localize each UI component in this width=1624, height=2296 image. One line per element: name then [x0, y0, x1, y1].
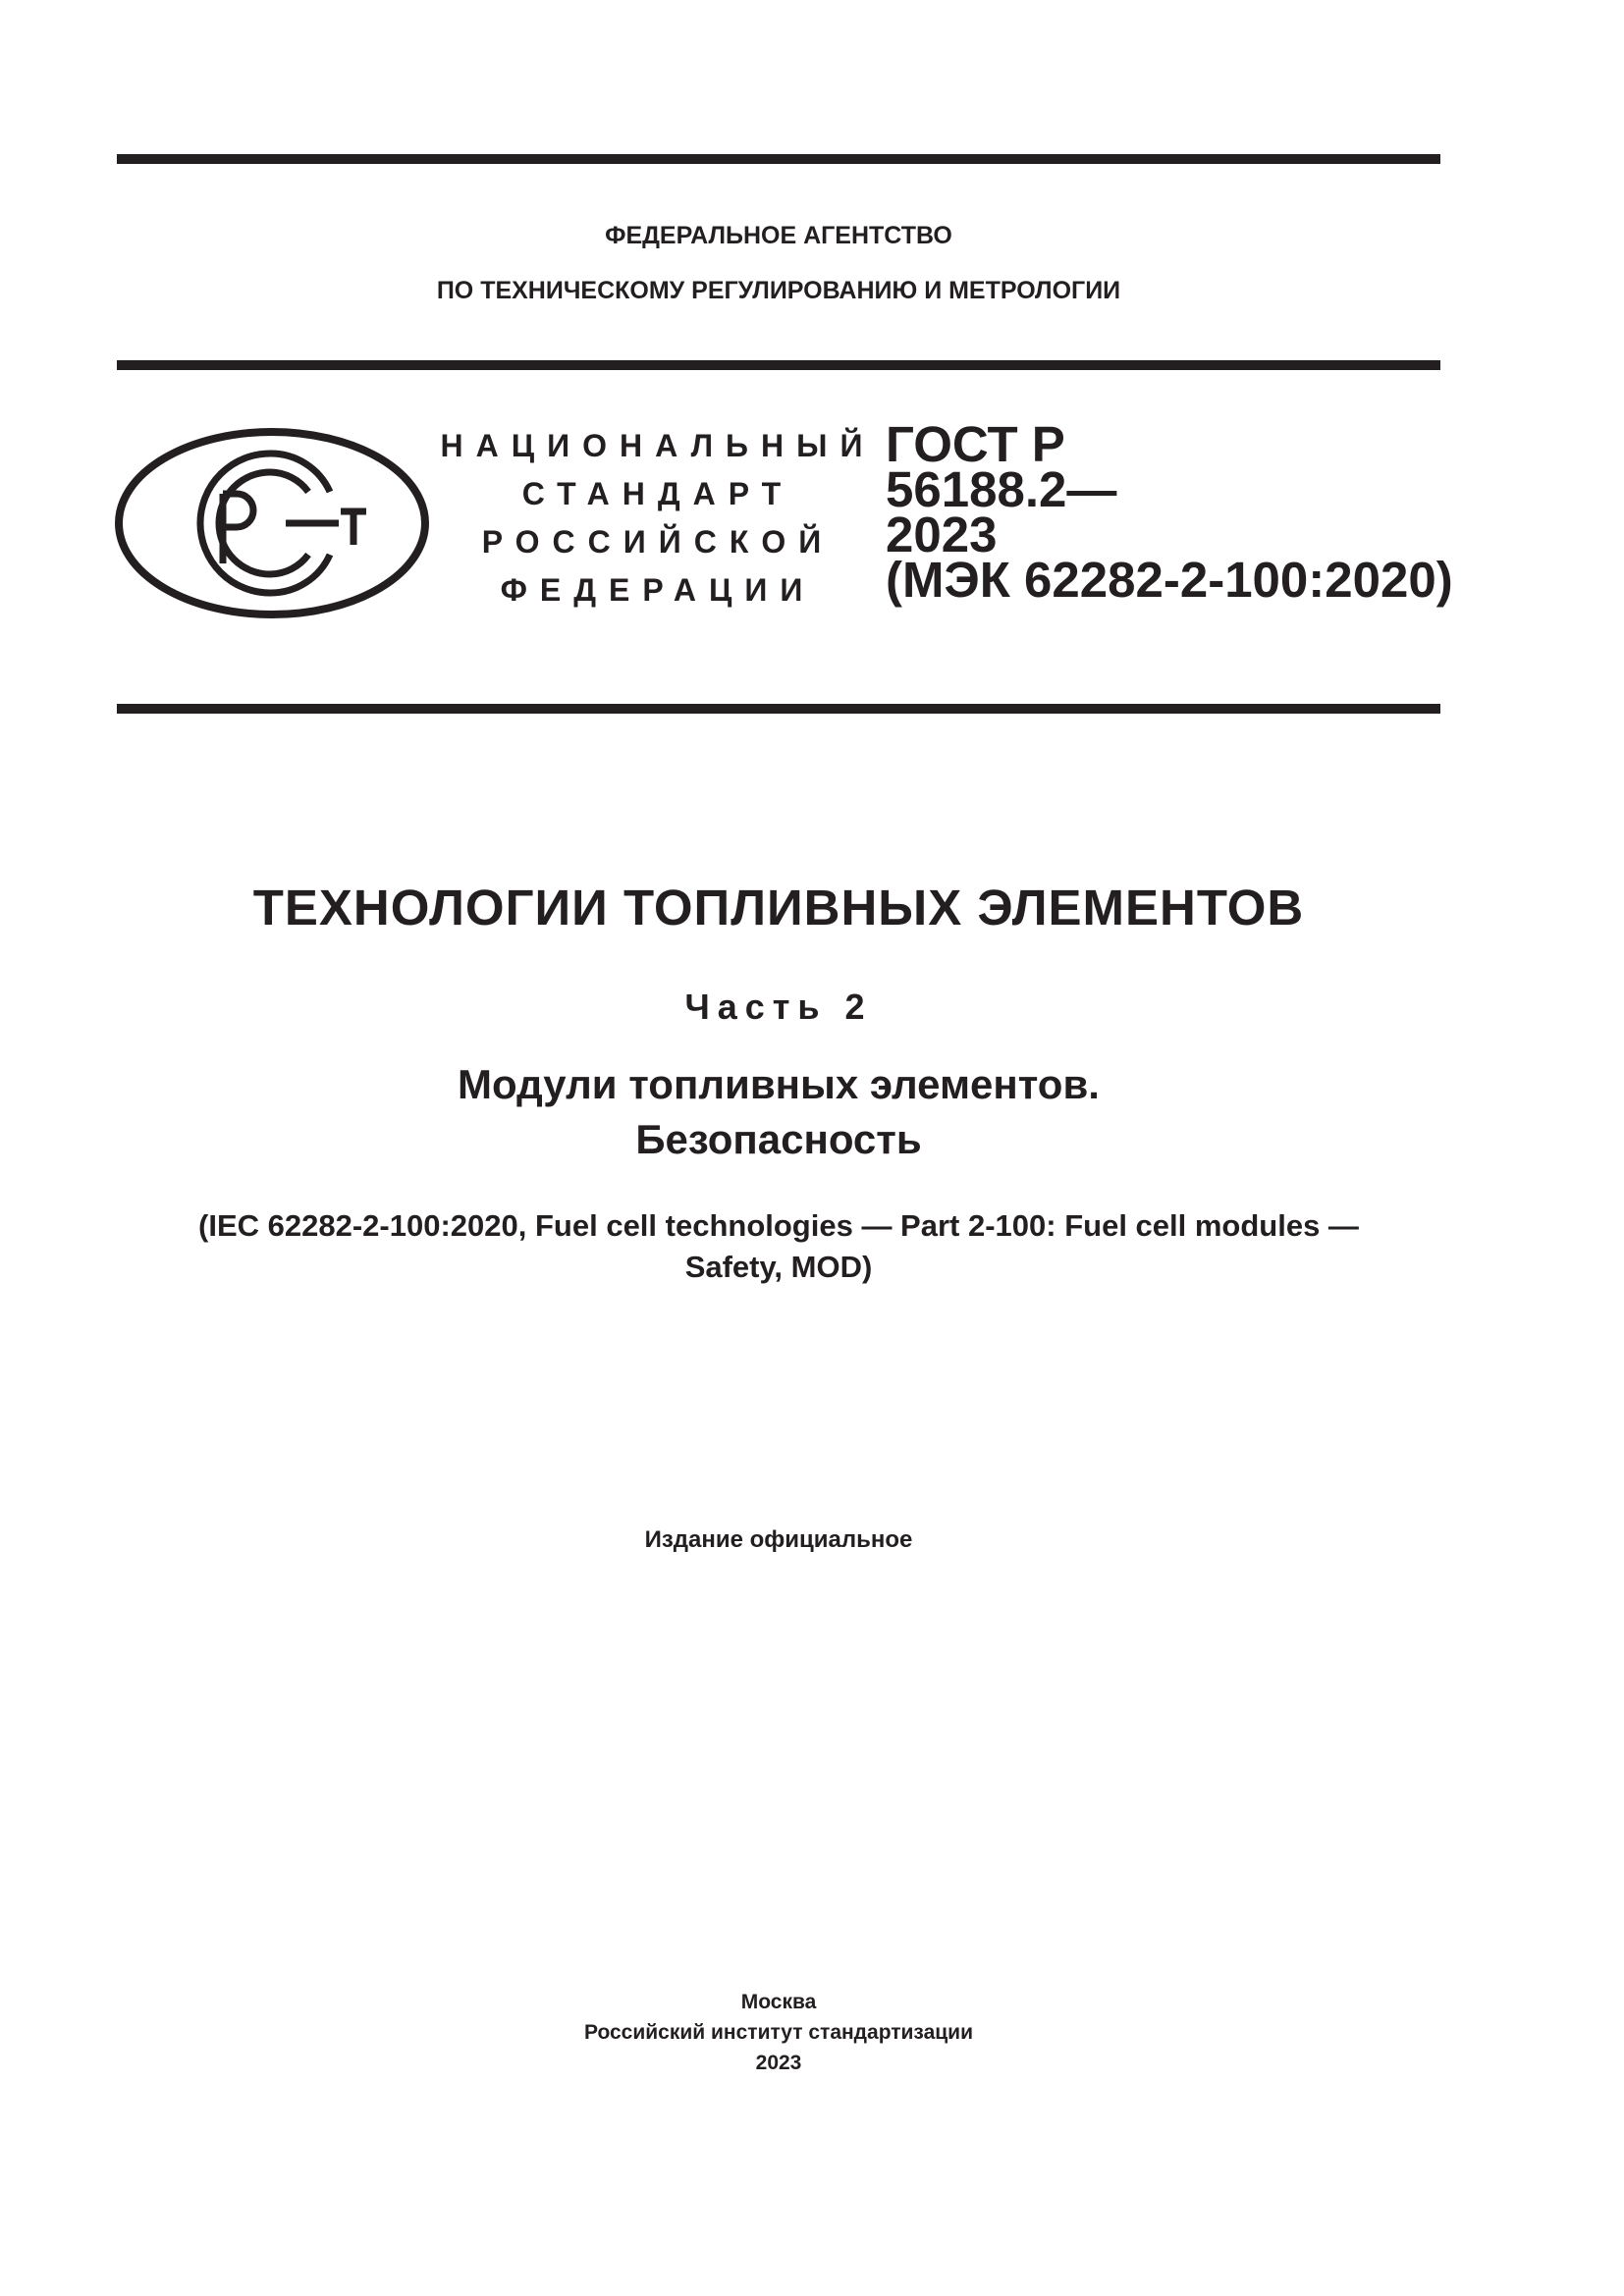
national-standard-line-1: НАЦИОНАЛЬНЫЙ [440, 428, 876, 463]
designation-line-2: 56188.2— [886, 461, 1117, 517]
iec-reference [137, 1205, 1420, 1288]
national-standard-line-2: СТАНДАРТ [521, 476, 794, 511]
document-subtitle [117, 1057, 1440, 1167]
subtitle-line-2: Безопасность [635, 1116, 922, 1162]
official-edition-label: Издание официальное [644, 1526, 913, 1553]
agency-name-line-1: ФЕДЕРАЛЬНОЕ АГЕНТСТВО [605, 222, 952, 249]
document-title: ТЕХНОЛОГИИ ТОПЛИВНЫХ ЭЛЕМЕНТОВ [252, 880, 1305, 935]
iec-reference-line-2: Safety, MOD) [684, 1250, 873, 1284]
imprint-publisher: Российский институт стандартизации [583, 2021, 974, 2044]
top-rule [117, 154, 1440, 164]
rst-certification-mark-icon [113, 425, 432, 621]
agency-rule [117, 360, 1440, 370]
imprint-city: Москва [740, 1991, 817, 2013]
designation-line-3: 2023 [886, 507, 998, 562]
header-bottom-rule [117, 704, 1440, 714]
designation-line-1: ГОСТ Р [886, 416, 1065, 472]
imprint [117, 1987, 1440, 2078]
national-standard-label [422, 422, 893, 614]
national-standard-line-4: ФЕДЕРАЦИИ [500, 572, 816, 608]
iec-reference-line-1: (IEC 62282-2-100:2020, Fuel cell technologies — Part 2-100: Fuel cell modules — [198, 1208, 1359, 1243]
designation-line-4: (МЭК 62282-2-100:2020) [886, 552, 1453, 608]
standard-designation [886, 416, 1453, 608]
part-number: Часть 2 [684, 987, 873, 1027]
imprint-year: 2023 [755, 2052, 802, 2074]
subtitle-line-1: Модули топливных элементов. [458, 1061, 1100, 1107]
agency-name-line-2: ПО ТЕХНИЧЕСКОМУ РЕГУЛИРОВАНИЮ И МЕТРОЛОГИИ [436, 277, 1121, 304]
national-standard-line-3: РОССИЙСКОЙ [481, 524, 835, 560]
